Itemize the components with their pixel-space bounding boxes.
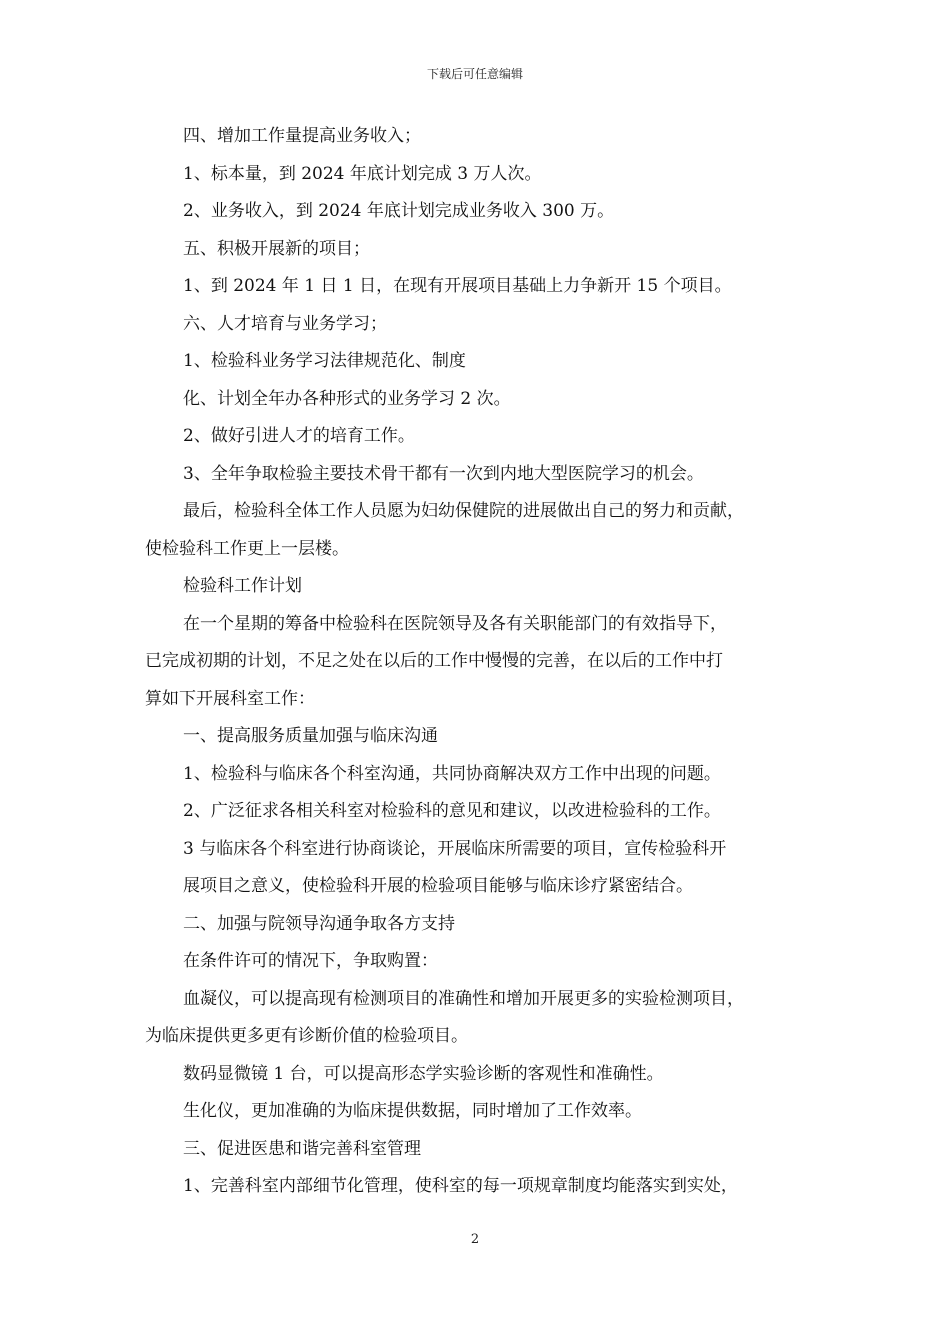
paragraph-line: 最后，检验科全体工作人员愿为妇幼保健院的进展做出自己的努力和贡献，	[183, 501, 744, 521]
paragraph-line: 3 与临床各个科室进行协商谈论，开展临床所需要的项目，宣传检验科开	[183, 838, 727, 859]
page-header: 下载后可任意编辑	[426, 67, 523, 81]
paragraph-line: 2、业务收入，到 2024 年底计划完成业务收入 300 万。	[183, 201, 615, 221]
page-number: 2	[470, 1232, 480, 1247]
paragraph-line: 1、检验科业务学习法律规范化、制度	[183, 351, 466, 371]
paragraph-line: 1、检验科与临床各个科室沟通，共同协商解决双方工作中出现的问题。	[183, 763, 721, 784]
paragraph-line: 3、全年争取检验主要技术骨干都有一次到内地大型医院学习的机会。	[183, 463, 704, 484]
paragraph-line: 算如下开展科室工作：	[145, 688, 315, 709]
paragraph-line: 使检验科工作更上一层楼。	[145, 538, 349, 559]
paragraph-line: 数码显微镜 1 台，可以提高形态学实验诊断的客观性和准确性。	[183, 1063, 664, 1084]
section-heading: 二、加强与院领导沟通争取各方支持	[183, 913, 455, 934]
section-heading: 四、增加工作量提高业务收入；	[183, 126, 421, 146]
paragraph-line: 展项目之意义，使检验科开展的检验项目能够与临床诊疗紧密结合。	[183, 876, 693, 896]
paragraph-line: 化、计划全年办各种形式的业务学习 2 次。	[183, 388, 511, 409]
paragraph-line: 已完成初期的计划，不足之处在以后的工作中慢慢的完善，在以后的工作中打	[145, 651, 723, 671]
document-title: 检验科工作计划	[183, 576, 302, 596]
section-heading: 六、人才培育与业务学习；	[183, 313, 387, 334]
section-heading: 三、促进医患和谐完善科室管理	[183, 1138, 421, 1159]
paragraph-line: 在条件许可的情况下，争取购置：	[183, 951, 438, 971]
paragraph-line: 1、完善科室内部细节化管理，使科室的每一项规章制度均能落实到实处，	[183, 1176, 738, 1196]
paragraph-line: 生化仪，更加准确的为临床提供数据，同时增加了工作效率。	[183, 1101, 642, 1121]
paragraph-line: 2、做好引进人才的培育工作。	[183, 426, 415, 446]
document-body	[145, 118, 825, 1206]
paragraph-line: 1、到 2024 年 1 日 1 日，在现有开展项目基础上力争新开 15 个项目。	[183, 276, 732, 296]
paragraph-line: 2、广泛征求各相关科室对检验科的意见和建议，以改进检验科的工作。	[183, 801, 721, 821]
paragraph-line: 1、标本量，到 2024 年底计划完成 3 万人次。	[183, 163, 542, 184]
paragraph-line: 在一个星期的筹备中检验科在医院领导及各有关职能部门的有效指导下，	[183, 613, 727, 634]
paragraph-line: 血凝仪，可以提高现有检测项目的准确性和增加开展更多的实验检测项目，	[183, 988, 744, 1009]
paragraph-line: 为临床提供更多更有诊断价值的检验项目。	[145, 1026, 468, 1046]
section-heading: 五、积极开展新的项目；	[183, 238, 370, 259]
section-heading: 一、提高服务质量加强与临床沟通	[183, 726, 438, 746]
